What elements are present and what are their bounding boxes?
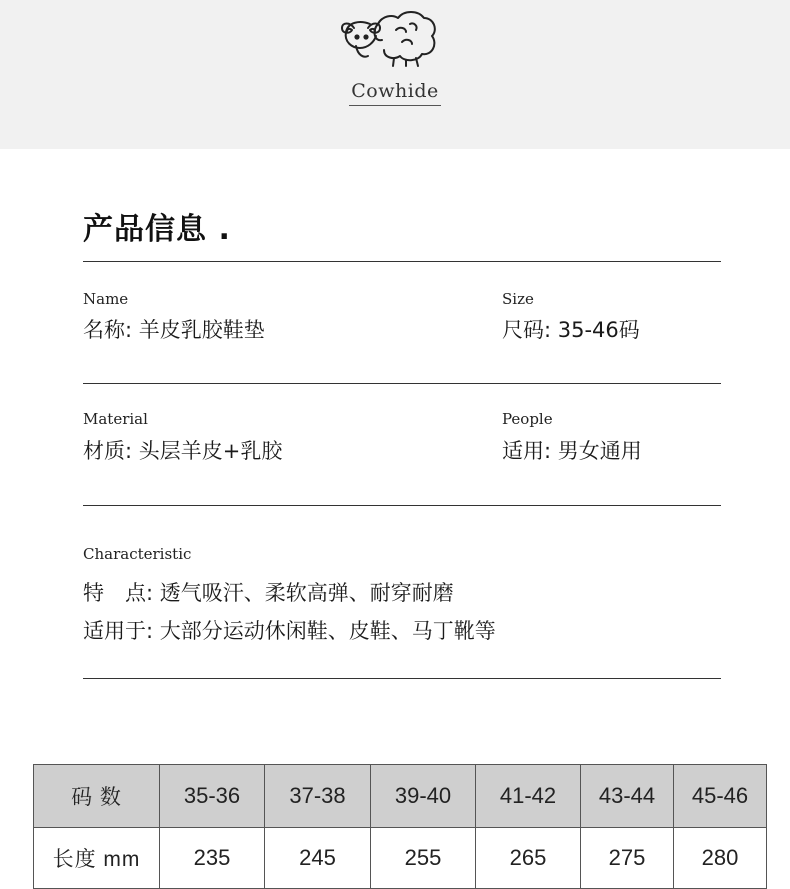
size-cell: 35-36 (160, 765, 265, 828)
page-title: 产品信息 . (83, 212, 231, 247)
characteristic-features: 特 点: 透气吸汗、柔软高弹、耐穿耐磨 (83, 581, 454, 605)
size-cell: 37-38 (265, 765, 371, 828)
characteristic-label: Characteristic (83, 545, 192, 563)
length-cell: 255 (371, 828, 476, 889)
sheep-icon (338, 2, 442, 70)
size-cell: 39-40 (371, 765, 476, 828)
divider (83, 678, 721, 679)
size-table (33, 764, 767, 889)
size-cell: 45-46 (674, 765, 767, 828)
material-value: 材质: 头层羊皮+乳胶 (83, 439, 283, 463)
size-value: 尺码: 35-46码 (502, 318, 640, 342)
length-cell: 275 (581, 828, 674, 889)
table-header-row (34, 765, 767, 828)
characteristic-usage: 适用于: 大部分运动休闲鞋、皮鞋、马丁靴等 (83, 619, 496, 643)
divider (83, 383, 721, 384)
table-row (34, 828, 767, 889)
size-cell: 43-44 (581, 765, 674, 828)
divider (83, 505, 721, 506)
length-cell: 235 (160, 828, 265, 889)
table-row-label: 长度 mm (34, 828, 160, 889)
name-value: 名称: 羊皮乳胶鞋垫 (83, 318, 265, 342)
length-cell: 280 (674, 828, 767, 889)
length-cell: 265 (476, 828, 581, 889)
people-label: People (502, 410, 553, 428)
table-header-label: 码 数 (34, 765, 160, 828)
size-label: Size (502, 290, 534, 308)
people-value: 适用: 男女通用 (502, 439, 642, 463)
material-label: Material (83, 410, 148, 428)
size-cell: 41-42 (476, 765, 581, 828)
brand-name: Cowhide (0, 80, 790, 106)
length-cell: 245 (265, 828, 371, 889)
divider (83, 261, 721, 262)
name-label: Name (83, 290, 129, 308)
